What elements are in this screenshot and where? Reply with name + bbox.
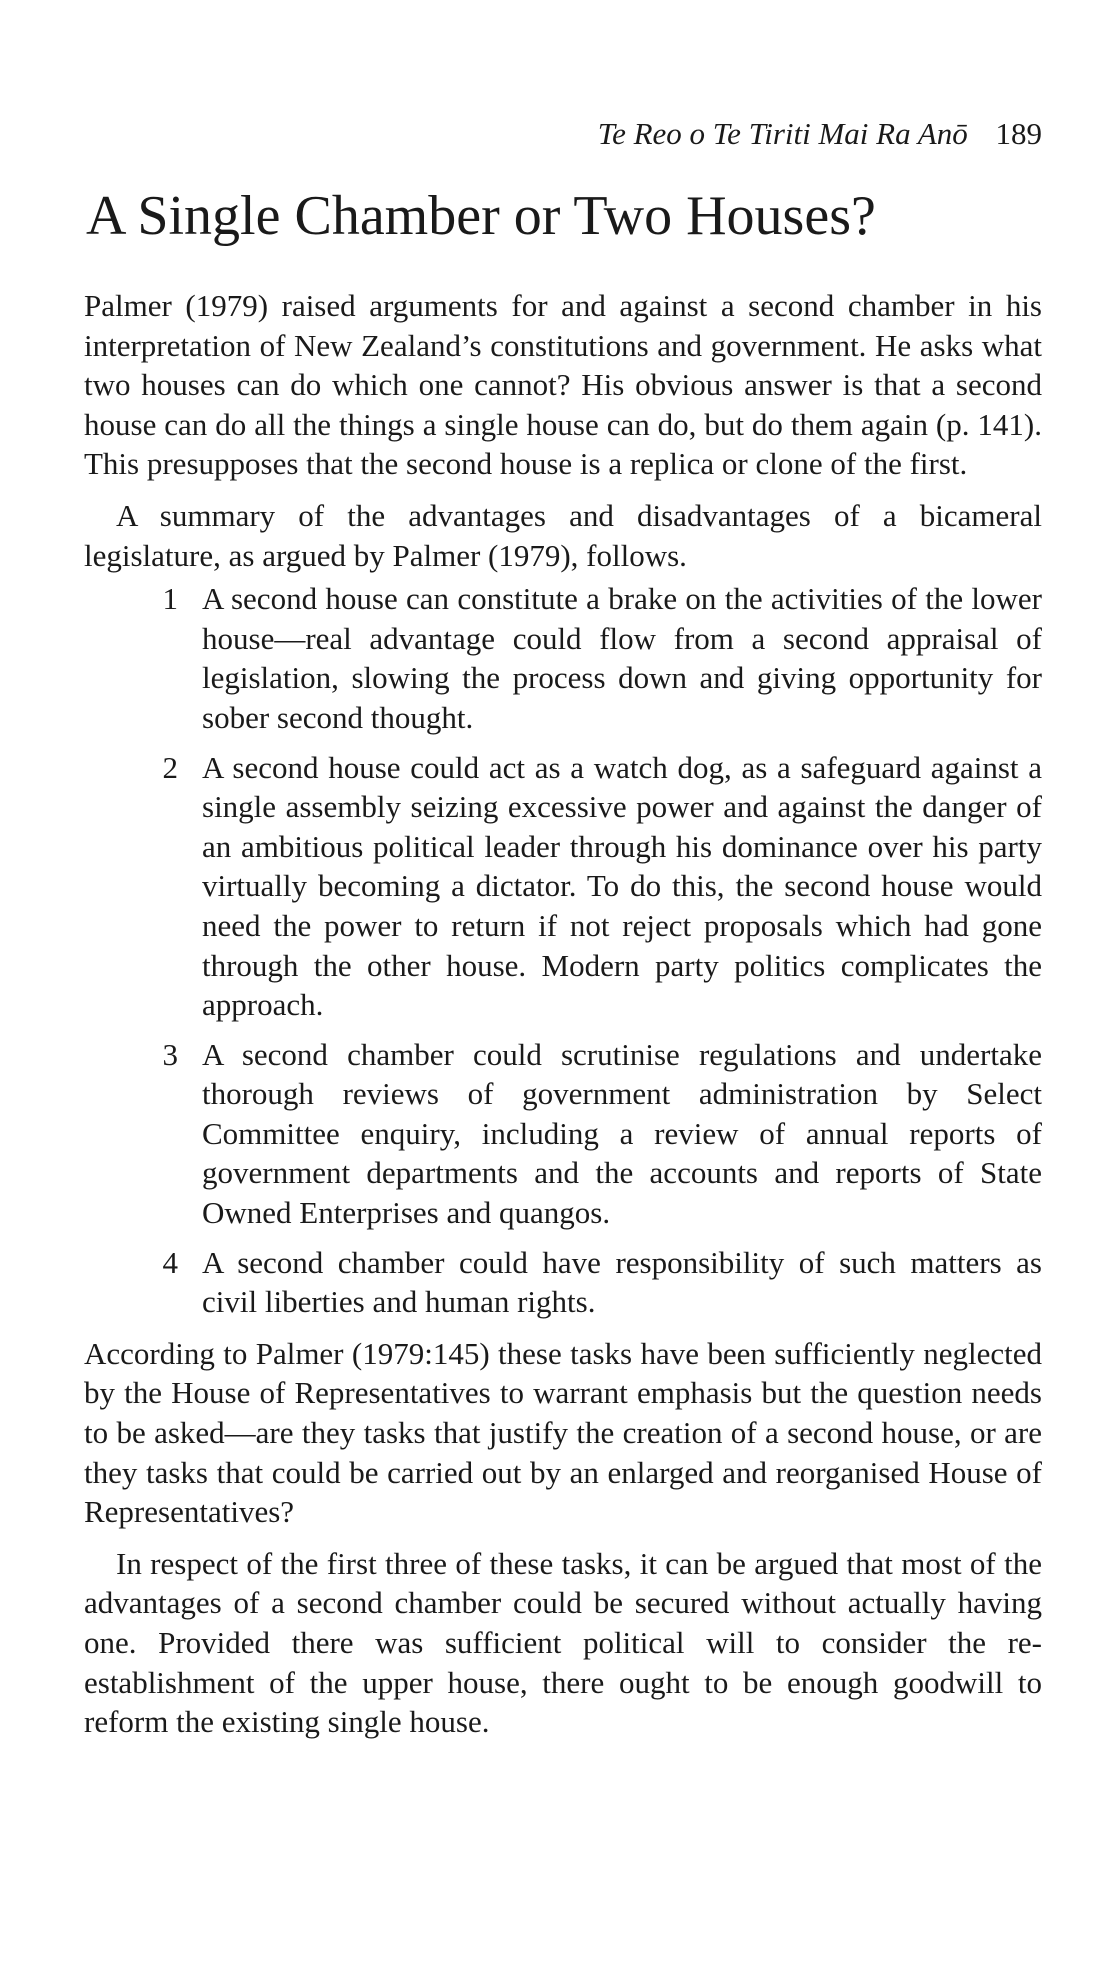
- list-item-number: 4: [162, 1244, 178, 1280]
- section-title: A Single Chamber or Two Houses?: [86, 185, 876, 247]
- list-item: [84, 1035, 1042, 1233]
- running-header: [598, 114, 1042, 154]
- list-item-number: 1: [162, 581, 178, 617]
- list-item: [84, 748, 1042, 1025]
- list-item-text: A second house could act as a watch dog, as a safeguard against a single assembly seizing excessive power and against the danger of an ambitious political leader through his dominance over his party virtually becoming a dictator. To do this, the second house would need the power to return if not reject proposals which had gone through the other house. Modern party politics complicates the approach.: [202, 749, 1042, 1023]
- paragraph-summary: A summary of the advantages and disadvantages of a bicameral legislature, as argued by Palmer (1979), follows.: [84, 497, 1042, 573]
- list-item-text: A second chamber could have responsibility of such matters as civil liberties and human rights.: [202, 1244, 1042, 1320]
- paragraph-question: According to Palmer (1979:145) these tasks have been sufficiently neglected by the House of Representatives to warrant emphasis but the question needs to be asked—are they tasks that justify the creation of a second house, or are they tasks that could be carried out by an enlarged and reorganised House of Representatives?: [84, 1335, 1042, 1530]
- list-item-number: 3: [162, 1036, 178, 1072]
- list-item-text: A second chamber could scrutinise regulations and undertake thorough reviews of government administration by Select Committee enquiry, including a review of annual reports of government departments and the accounts and reports of State Owned Enterprises and quangos.: [202, 1036, 1042, 1231]
- list-item-text: A second house can constitute a brake on the activities of the lower house—real advantage could flow from a second appraisal of legislation, slowing the process down and giving opportunity for sober second thought.: [202, 581, 1042, 735]
- list-item: [84, 1243, 1042, 1322]
- paragraph-conclusion: In respect of the first three of these tasks, it can be argued that most of the advantages of a second chamber could be secured without actually having one. Provided there was sufficient political will to consider the re-establishment of the upper house, there ought to be enough goodwill to reform the existing single house.: [84, 1545, 1042, 1740]
- body-text: [84, 286, 1042, 1742]
- page-number: 189: [995, 116, 1042, 151]
- advantages-list: [84, 579, 1042, 1322]
- running-title: Te Reo o Te Tiriti Mai Ra Anō: [597, 116, 968, 151]
- paragraph-intro: Palmer (1979) raised arguments for and against a second chamber in his interpretation of New Zealand’s constitutions and government. He asks what two houses can do which one cannot? His obvious answer is that a second house can do all the things a single house can do, but do them again (p. 141). This presupposes that the second house is a replica or clone of the first.: [84, 288, 1042, 482]
- list-item-number: 2: [162, 749, 178, 785]
- list-item: [84, 579, 1042, 737]
